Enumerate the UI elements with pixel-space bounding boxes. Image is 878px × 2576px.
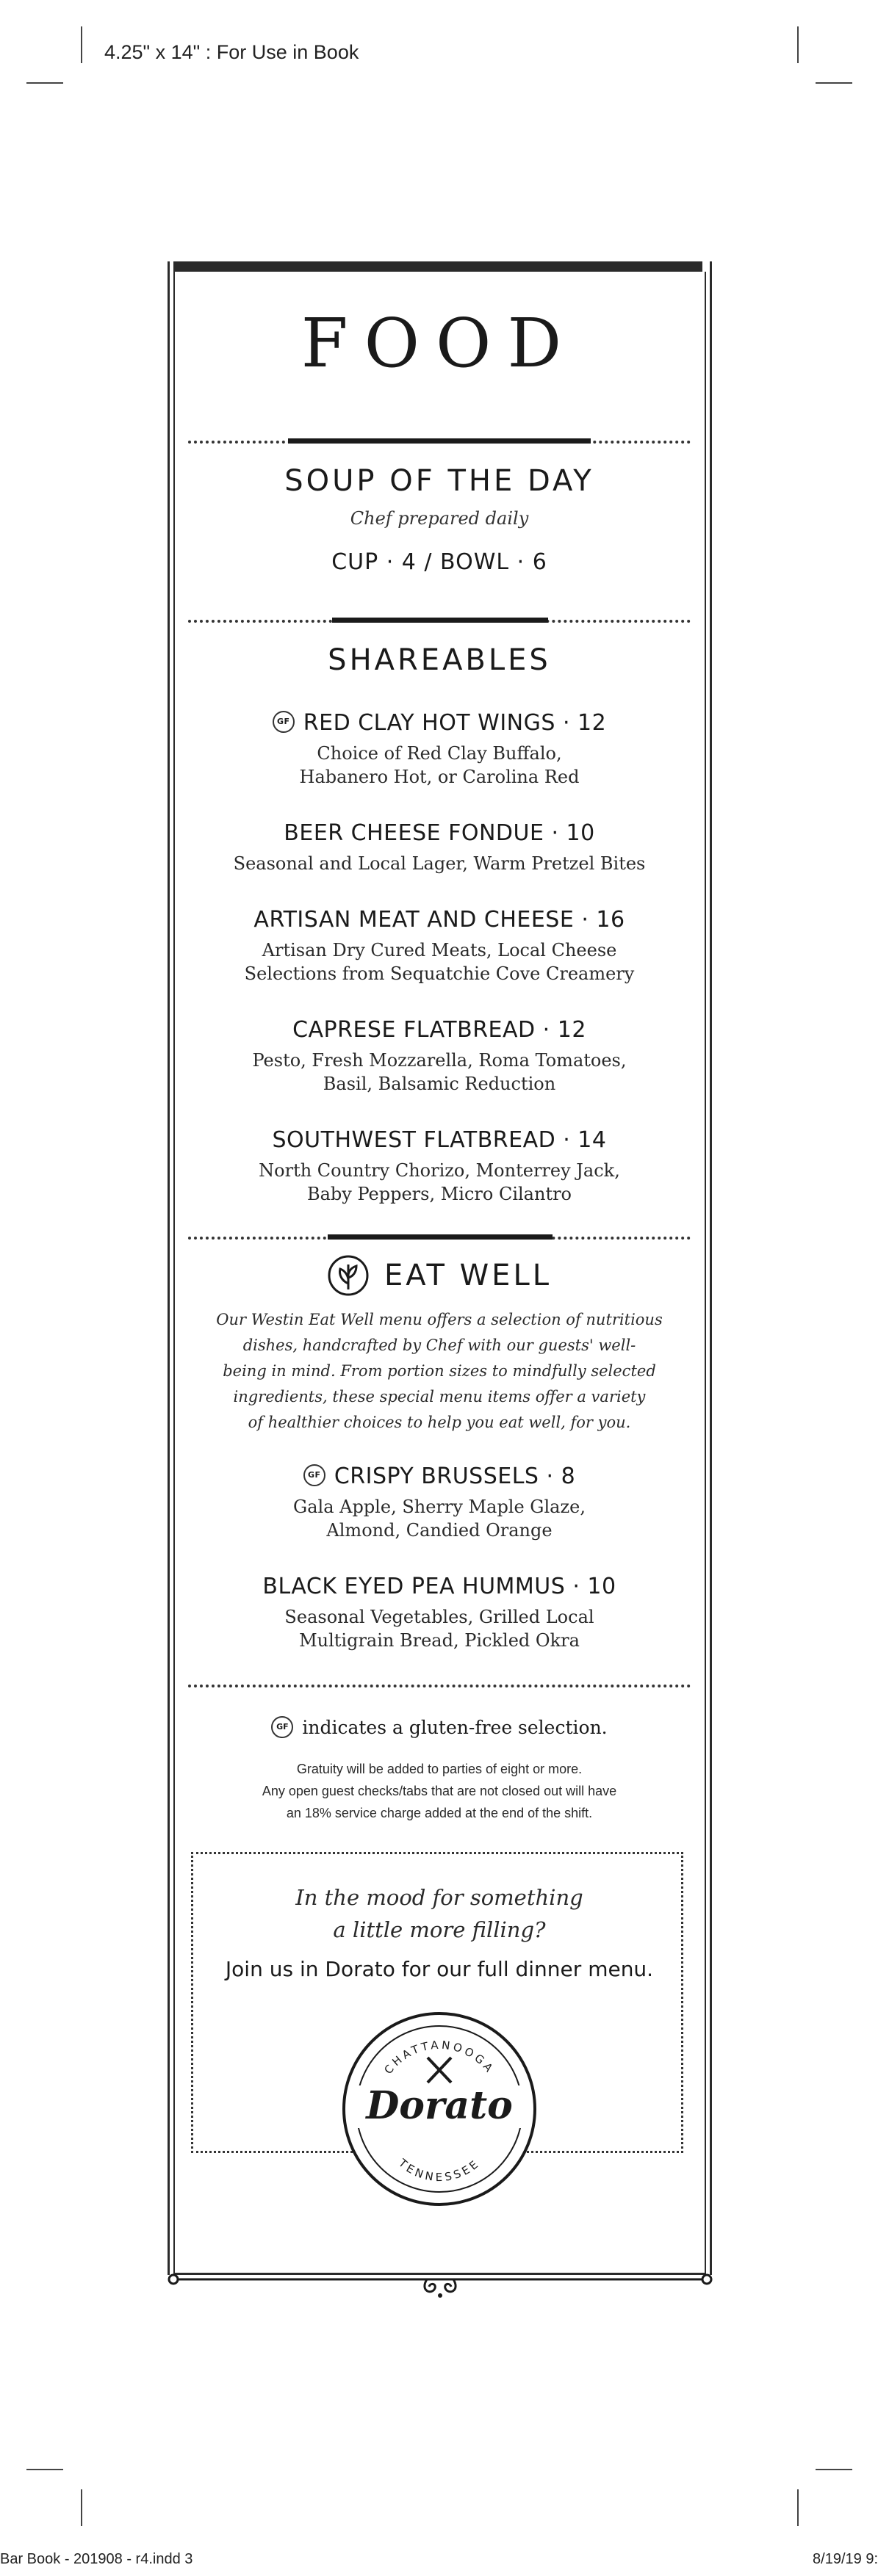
- eat-well-description-line: ingredients, these special menu items offer a variety: [233, 1388, 646, 1405]
- crop-mark: [816, 82, 852, 84]
- menu-item-desc: Almond, Candied Orange: [326, 1520, 553, 1541]
- menu-item-desc: Gala Apple, Sherry Maple Glaze,: [293, 1497, 586, 1517]
- shareables-title: SHAREABLES: [328, 643, 551, 677]
- menu-item-label: CRISPY BRUSSELS · 8: [334, 1464, 576, 1489]
- gluten-free-icon: GF: [273, 711, 295, 733]
- menu-item-name: BLACK EYED PEA HUMMUS · 10: [262, 1574, 616, 1599]
- separator-bar: [332, 618, 548, 623]
- menu-item-desc: Seasonal Vegetables, Grilled Local: [284, 1607, 594, 1627]
- dorato-logo-art: [342, 2012, 536, 2206]
- crop-mark: [797, 26, 799, 63]
- eat-well-header: [173, 1254, 705, 1301]
- crop-mark: [26, 2469, 63, 2470]
- menu-item-label: RED CLAY HOT WINGS · 12: [303, 710, 607, 736]
- separator-bar: [328, 1234, 553, 1240]
- gluten-free-note-text: indicates a gluten-free selection.: [302, 1717, 608, 1738]
- trim-size-label: 4.25" x 14" : For Use in Book: [104, 41, 359, 63]
- eat-well-description-line: of healthier choices to help you eat well, for you.: [248, 1414, 631, 1431]
- menu-item-desc: Pesto, Fresh Mozzarella, Roma Tomatoes,: [252, 1050, 627, 1071]
- eat-well-description-line: Our Westin Eat Well menu offers a selection of nutritious: [216, 1311, 663, 1328]
- menu-item-desc: Multigrain Bread, Pickled Okra: [299, 1630, 580, 1651]
- logo-top-text: CHATTANOOGA: [381, 2038, 497, 2077]
- menu-item-name: BEER CHEESE FONDUE · 10: [284, 820, 595, 846]
- logo-brand-text: Dorato: [366, 2083, 513, 2128]
- slug-file-name: Bar Book - 201908 - r4.indd 3: [0, 2551, 193, 2567]
- dotted-separator: [188, 1685, 691, 1687]
- crop-mark: [81, 26, 82, 63]
- crop-mark: [797, 2489, 799, 2526]
- gluten-free-icon: GF: [271, 1716, 293, 1738]
- flourish-ornament: [166, 2269, 714, 2298]
- panel-top-bar: [173, 261, 702, 272]
- crop-mark: [26, 82, 63, 84]
- fork-knife-icon: [428, 2058, 451, 2083]
- eat-well-title: EAT WELL: [384, 1259, 553, 1292]
- crop-mark: [816, 2469, 852, 2470]
- eat-well-description-line: being in mind. From portion sizes to mindfully selected: [223, 1362, 656, 1380]
- soup-prices: CUP · 4 / BOWL · 6: [331, 549, 547, 575]
- menu-item-desc: Selections from Sequatchie Cove Creamery: [244, 963, 635, 984]
- leaf-icon: [327, 1254, 370, 1297]
- menu-item-desc: Baby Peppers, Micro Cilantro: [306, 1184, 572, 1204]
- gluten-free-icon: GF: [303, 1464, 325, 1486]
- gratuity-note-line: an 18% service charge added at the end of the shift.: [286, 1806, 593, 1820]
- logo-bottom-text: TENNESSEE: [395, 2156, 483, 2185]
- menu-item-desc: Habanero Hot, or Carolina Red: [299, 767, 580, 787]
- gratuity-note-line: Any open guest checks/tabs that are not closed out will have: [262, 1784, 617, 1798]
- panel-left-border: [168, 261, 170, 2275]
- crop-mark: [81, 2489, 82, 2526]
- promo-script-line: a little more filling?: [333, 1917, 546, 1942]
- menu-item-desc: Artisan Dry Cured Meats, Local Cheese: [262, 940, 617, 960]
- menu-item-name: ARTISAN MEAT AND CHEESE · 16: [253, 907, 625, 933]
- menu-item-name: [173, 709, 705, 737]
- menu-item-desc: Choice of Red Clay Buffalo,: [317, 743, 562, 764]
- menu-item-name: SOUTHWEST FLATBREAD · 14: [272, 1127, 607, 1153]
- slug-date: 8/19/19 9:: [813, 2551, 878, 2567]
- menu-item-desc: Seasonal and Local Lager, Warm Pretzel Bites: [233, 853, 646, 874]
- promo-cta: Join us in Dorato for our full dinner menu.: [225, 1957, 654, 1981]
- menu-item-desc: Basil, Balsamic Reduction: [323, 1074, 556, 1094]
- menu-title: FOOD: [301, 304, 578, 383]
- soup-title: SOUP OF THE DAY: [284, 464, 594, 498]
- separator-bar: [288, 438, 591, 444]
- menu-item-name: CAPRESE FLATBREAD · 12: [292, 1017, 586, 1043]
- menu-item-name: [173, 1463, 705, 1491]
- gluten-free-note: [173, 1715, 705, 1740]
- gratuity-note-line: Gratuity will be added to parties of eight or more.: [296, 1762, 583, 1776]
- eat-well-description-line: dishes, handcrafted by Chef with our guests' well-: [242, 1336, 636, 1354]
- soup-subtitle: Chef prepared daily: [350, 508, 529, 529]
- menu-item-desc: North Country Chorizo, Monterrey Jack,: [259, 1160, 620, 1181]
- promo-script-line: In the mood for something: [295, 1885, 583, 1910]
- panel-right-border: [710, 261, 712, 2275]
